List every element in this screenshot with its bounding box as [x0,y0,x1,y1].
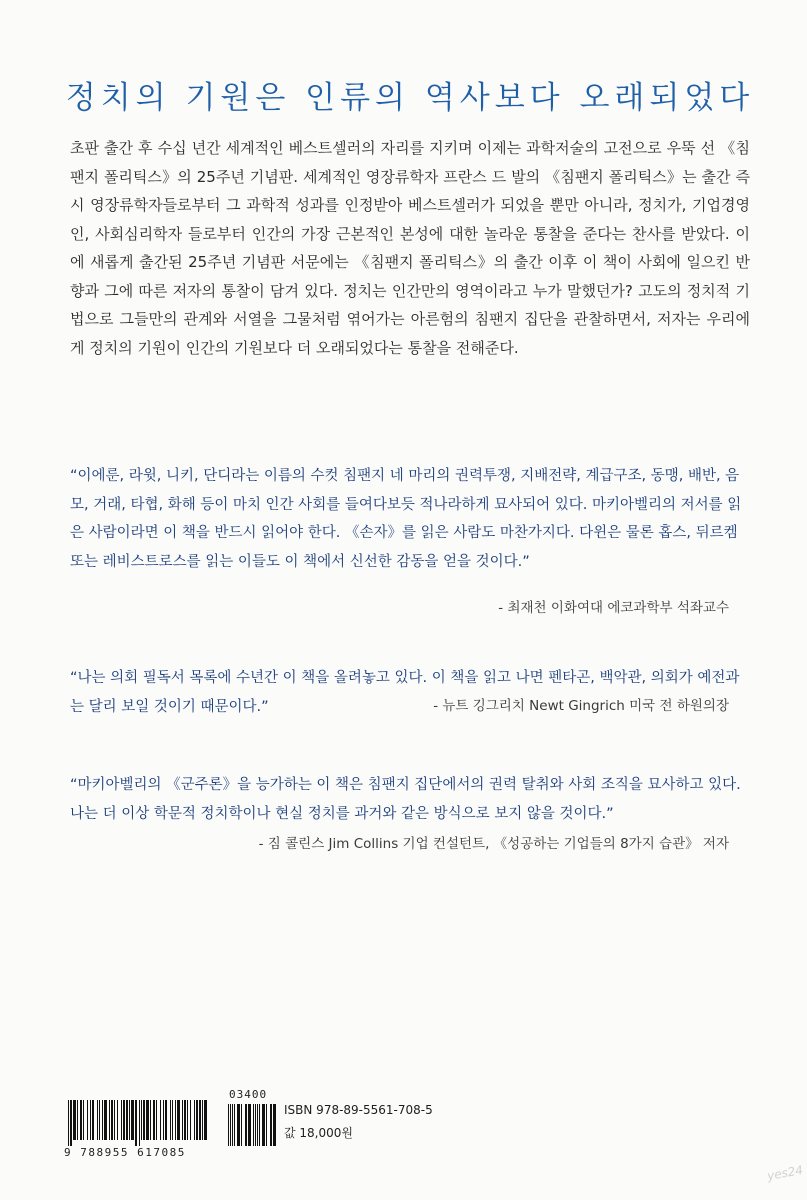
attribution-choi: - 최재천 이화여대 에코과학부 석좌교수 [498,600,729,616]
addon-digits: 03400 [229,1088,268,1101]
isbn-number: ISBN 978-89-5561-708-5 [284,1103,433,1117]
quote-choi: “이에룬, 라윗, 니키, 단디라는 이름의 수컷 침팬지 네 마리의 권력투쟁, 지배전략, 계급구조, 동맹, 배반, 음모, 거래, 타협, 화해 등이 마치 인간 사회를 들여다보듯 적나라하게 묘사되어 있다. 마키아벨리의 저서를 읽은 사람이라면 이 책을 반드시 읽어야 한다. 《손자》를 읽은 사람도 마찬가지다. 다윈은 물론 홉스, 뒤르켐 또는 레비스트로스를 읽는 이들도 이 책에서 신선한 감동을 얻을 것이다.” [70,468,742,570]
intro-paragraph: 초판 출간 후 수십 년간 세계적인 베스트셀러의 자리를 지키며 이제는 과학저술의 고전으로 우뚝 선 《침팬지 폴리틱스》의 25주년 기념판. 세계적인 영장류학자 프란스 드 발의 《침팬지 폴리틱스》는 출간 즉시 영장류학자들로부터 그 과학적 성과를 인정받아 베스트셀러가 되었을 뿐만 아니라, 정치가, 기업경영인, 사회심리학자 들로부터 인간의 가장 근본적인 본성에 대한 놀라운 통찰을 준다는 찬사를 받았다. 이에 새롭게 출간된 25주년 기념판 서문에는 《침팬지 폴리틱스》의 출간 이후 이 책이 사회에 일으킨 반향과 그에 따른 저자의 통찰이 담겨 있다. 정치는 인간만의 영역이라고 누가 말했던가? 고도의 정치적 기법으로 그들만의 관계와 서열을 그물처럼 엮어가는 아른험의 침팬지 집단을 관찰하면서, 저자는 우리에게 정치의 기원이 인간의 기원보다 더 오래되었다는 통찰을 전해준다. [70,139,750,357]
quote-collins: “마키아벨리의 《군주론》을 능가하는 이 책은 침팬지 집단에서의 권력 탈취와 사회 조직을 묘사하고 있다. 나는 더 이상 학문적 정치학이나 현실 정치를 과거와 같은 방식으로 보지 않을 것이다.” [70,777,741,822]
headline: 정치의 기원은 인류의 역사보다 오래되었다 [65,80,755,116]
barcode-bars [58,1100,280,1146]
barcode-digits: 9 788955 617085 [64,1146,186,1159]
attribution-collins: - 짐 콜린스 Jim Collins 기업 컨설턴트, 《성공하는 기업들의 8가지 습관》 저자 [258,836,729,852]
attribution-gingrich: - 뉴트 깅그리치 Newt Gingrich 미국 전 하원의장 [433,698,729,714]
quote-gingrich: “나는 의회 필독서 목록에 수년간 이 책을 올려놓고 있다. 이 책을 읽고 나면 펜타곤, 백악관, 의회가 예전과는 달리 보일 것이기 때문이다.” [70,670,740,715]
watermark-logo: yes24 [766,1162,804,1184]
isbn-barcode [58,1088,288,1158]
price: 값 18,000원 [284,1126,353,1140]
